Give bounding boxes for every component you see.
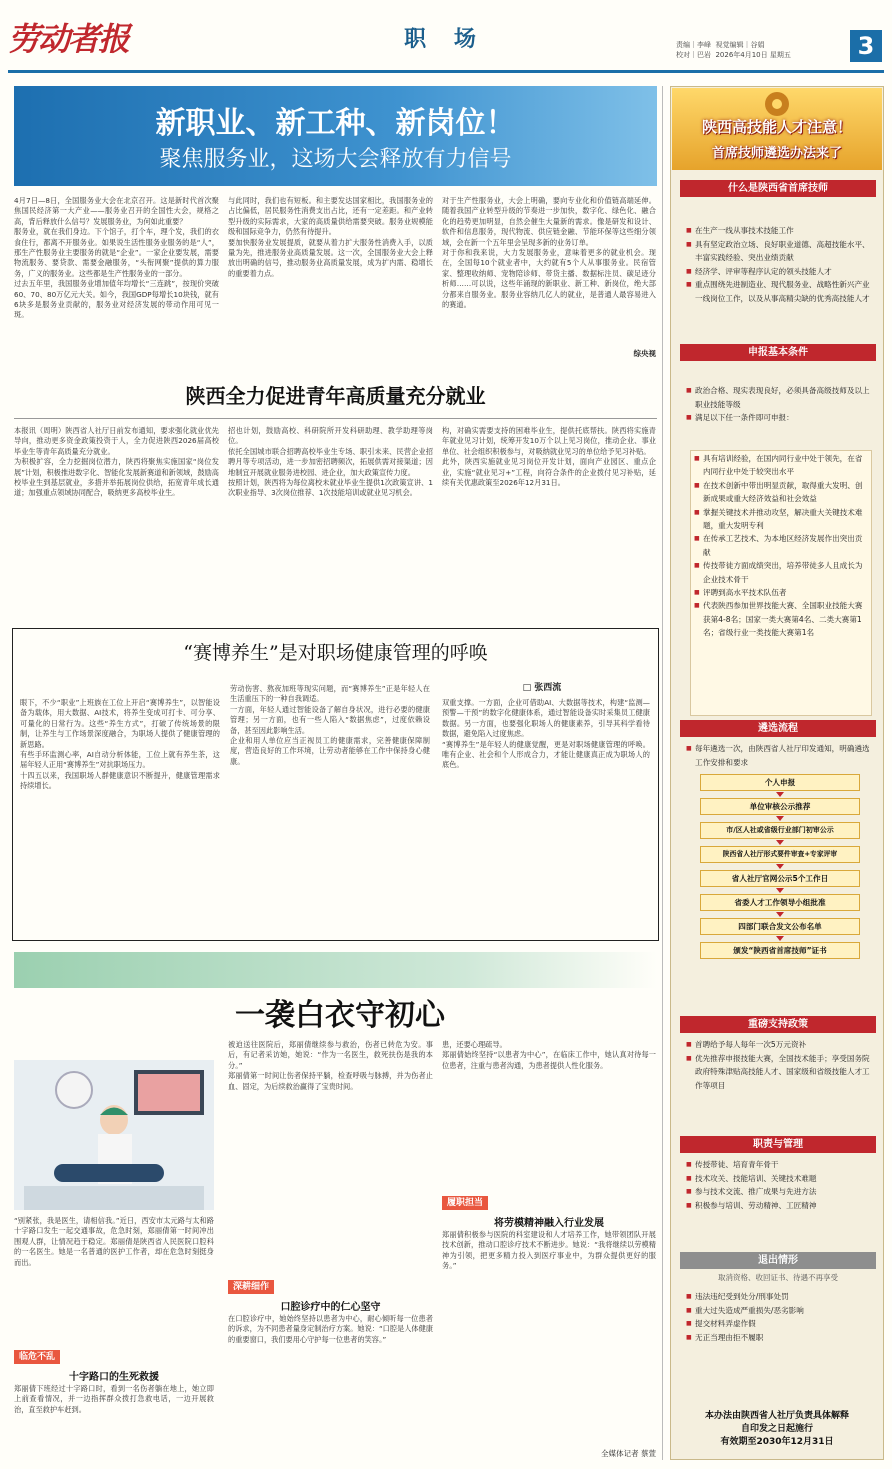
list-item: ■ 评聘到高水平技术队伍者 (694, 586, 870, 599)
list-item: ■ 满足以下任一条件即可申报： (686, 411, 874, 425)
list-item: ■ 首聘给予每人每年一次5万元资补 (686, 1038, 874, 1052)
article4-photo (14, 1060, 214, 1210)
article4-sub2: 口腔诊疗中的仁心坚守 (280, 1302, 381, 1313)
list-item: ■ 无正当理由拒不履职 (686, 1331, 874, 1345)
sidebar-title: 陕西高技能人才注意！ (701, 118, 852, 136)
article4-col3b: 郑丽倩积极参与医院的科室建设和人才培养工作，她带领团队开展技术创新，推动口腔诊疗技术不断进步。她说：“我将继续以劳模精神为引领，把更多精力投入到医疗事业中，为群众提供更好的服务。” (442, 1230, 656, 1271)
editor: 责编｜李峰 (676, 41, 711, 49)
article3-byline: □ 张西流 (522, 683, 562, 693)
proofreader: 校对｜巴岩 (676, 51, 711, 59)
flow-arrow (776, 864, 784, 869)
list-item: ■ 技术攻关、技能培训、关键技术难题 (686, 1172, 874, 1186)
sidebar-section4-head: 重磅支持政策 (680, 1016, 876, 1033)
sidebar-section1-head: 什么是陕西省首席技师 (680, 180, 876, 197)
sidebar-section3-intro (686, 742, 874, 769)
list-item: ■ 具有培训经验，在国内同行业中处于领先，在省内同行业中处于较突出水平 (694, 452, 870, 479)
list-item: ■ 在传承工艺技术、为本地区经济发展作出突出贡献 (694, 532, 870, 559)
flow-step-3: 市/区人社或省级行业部门初审公示 (700, 822, 860, 839)
article4-tag1: 临危不乱 (14, 1350, 60, 1364)
footer-line-1: 本办法由陕西省人社厅负责具体解释 (704, 1411, 849, 1421)
list-item: ■ 掌握关键技术并推动攻坚，解决重大关键技术难题，重大发明专利 (694, 506, 870, 533)
article1-source: 综央视 (633, 349, 656, 358)
sidebar-section6-head: 退出情形 (680, 1252, 876, 1269)
sidebar-section2-conditions (694, 452, 870, 640)
sidebar-section2-list (686, 384, 874, 425)
article4-sub1: 十字路口的生死救援 (69, 1372, 159, 1383)
sidebar-section6-note: 取消资格、收回证书、待遇不再享受 (718, 1273, 838, 1282)
flow-step-1: 个人申报 (700, 774, 860, 791)
sidebar-section2-head: 申报基本条件 (680, 344, 876, 361)
flow-arrow (776, 888, 784, 893)
sidebar-footer (674, 1410, 880, 1449)
flow-arrow (776, 912, 784, 917)
article4-col3: 患，还要心理疏导。 郑丽倩始终坚持“以患者为中心”，在临床工作中，她认真对待每一位患者，注重与患者沟通，为患者提供人性化服务。 (442, 1040, 656, 1070)
article3-title: “赛博养生”是对职场健康管理的呼唤 (183, 642, 488, 664)
article4-title: 一袭白衣守初心 (235, 998, 445, 1033)
sidebar-subtitle: 首席技师遴选办法来了 (711, 146, 842, 161)
masthead-logo: 劳动者报 (8, 20, 129, 58)
page-number: 3 (850, 30, 882, 62)
dental-clinic-photo (14, 1060, 214, 1210)
list-item: ■ 提交材料弄虚作假 (686, 1317, 874, 1331)
banner-title: 新职业、新工种、新岗位！ (155, 106, 516, 141)
banner-subtitle: 聚焦服务业，这场大会释放有力信号 (159, 147, 512, 172)
article4-sub3: 将劳模精神融入行业发展 (494, 1218, 604, 1229)
page-meta (676, 40, 856, 60)
visual-editor: 视觉编辑｜谷娟 (715, 41, 765, 49)
article2-title: 陕西全力促进青年高质量充分就业 (185, 384, 486, 408)
list-item: ■ 在技术创新中带出明显贡献，取得重大发明、创新成果或重大经济效益和社会效益 (694, 479, 870, 506)
article3-col2: 劳动伤害、熬夜加班等现实问题，而“赛博养生”正是年轻人在生活重压下的一种自我调适。 一方面，年轻人通过智能设备了解自身状况，进行必要的健康管理；另一方面，也有一些人陷入“数据焦虑”，过度依赖设备，甚至因此影响生活。 企业和用人单位应当正视员工的健康需求，完善健康保障制度，营造良好的工作环境，让劳动者能够在工作中保持身心健康。 (230, 684, 430, 766)
lead-banner (14, 86, 657, 186)
flow-step-5: 省人社厅官网公示5个工作日 (700, 870, 860, 887)
article1-col3: 对于生产性服务业，大会上明确，要向专业化和价值链高端延伸。随着我国产业转型升级的节奏进一步加快，数字化、绿色化、融合化的趋势更加明显，自然会催生大量新的需求。像是研发和设计、软件和信息服务，现代物流、供应链金融、节能环保等这些细分领域，会在新一个五年里会呈现多新的业务订单。 对于你和我来说，大力发展服务业，意味着更多的就业机会。现在，全国每10个就业者中，大约就有5个人从事服务业。民宿管家、整理收纳师、宠物陪诊师、带货主播、数据标注员、碳足迹分析师……可以说，这些年涌现的新职业、新工种、新岗位，绝大部分都来自服务业。服务业容纳几亿人的就业，是普通人最容易进入的赛道。 (442, 196, 656, 310)
list-item: ■ 违法违纪受到处分/刑事处罚 (686, 1290, 874, 1304)
flow-step-7: 四部门联合发文公布名单 (700, 918, 860, 935)
list-item: ■ 具有坚定政治立场、良好职业道德、高超技能水平、丰富实践经验、突出业绩贡献 (686, 238, 874, 265)
list-item: ■ 重点围绕先进制造业、现代服务业、战略性新兴产业一线岗位工作，以及从事高精尖缺的优秀高技能人才 (686, 278, 874, 305)
article4-col2: 被迫送往医院后，郑丽倩继续参与救治，伤者已转危为安。事后，有记者采访她，她说：“作为一名医生，救死扶伤是我的本分。” 郑丽倩第一时间让伤者保持平躺，检查呼吸与脉搏，并为伤者止血、固定，为后续救治赢得了宝贵时间。 (228, 1040, 433, 1091)
flow-arrow (776, 792, 784, 797)
flow-step-4: 陕西省人社厅形式要件审查+专家评审 (700, 846, 860, 863)
list-item: ■ 重大过失造成严重损失/恶劣影响 (686, 1304, 874, 1318)
footer-line-3: 有效期至2030年12月31日 (720, 1437, 834, 1447)
list-item: ■ 代表陕西参加世界技能大赛、全国职业技能大赛获第4-8名；国家一类大赛第4名、二类大赛第1名；省级行业一类技能大赛第1名 (694, 599, 870, 639)
article2-col3: 构，对确实需要支持的困难毕业生，提供托底帮扶。陕西将实施青年就业见习计划，统筹开发10万个以上见习岗位，推动企业、事业单位、社会组织积极参与，对吸纳就业见习的单位给予见习补贴。 此外，陕西实施就业见习岗位开发计划，面向产业园区、重点企业，实施“就业见习+”工程，向符合条件的企业拨付见习补贴，延续有关优惠政策至2026年12月31日。 (442, 426, 656, 488)
flow-arrow (776, 936, 784, 941)
article4-tag3: 履职担当 (442, 1196, 488, 1210)
issue-date: 2026年4月10日 星期五 (715, 51, 791, 59)
article3-col3: 双重支撑。一方面，企业可借助AI、大数据等技术，构建“监测—预警—干预”的数字化健康体系，通过智能设备实时采集员工健康数据。另一方面，也要强化职场人的健康素养，引导其科学看待数据，避免陷入过度焦虑。 “赛博养生”是年轻人的健康觉醒，更是对职场健康管理的呼唤。唯有企业、社会和个人形成合力，才能让健康真正成为职场人的底色。 (442, 698, 650, 770)
article2-col1: 本报讯（周明）陕西省人社厅日前发布通知，要求强化就业优先导向，推动更多资金政策投资于人，全力促进陕西2026届高校毕业生等青年高质量充分就业。 为积极扩容，全力挖掘岗位潜力，陕西将聚焦实施国家“岗位发展”计划，积极推进数字化、智能化发展新赛道和新领域，鼓励高校毕业生到基层就业，多措并举拓展岗位供给，拓宽青年成长通道；加强重点领域协同配合，吸纳更多高校毕业生。 (14, 426, 219, 498)
list-item: ■ 经济学、评审等程序认定的领头技能人才 (686, 265, 874, 279)
divider (14, 418, 657, 419)
flow-step-8: 颁发“陕西省首席技师”证书 (700, 942, 860, 959)
article4-col2b: 在口腔诊疗中，她始终坚持以患者为中心，耐心倾听每一位患者的诉求，为不同患者量身定制治疗方案。她说：“口腔是人体健康的重要窗口，我们要用心守护每一位患者的笑容。” (228, 1314, 433, 1344)
sidebar-section5-list (686, 1158, 874, 1212)
article2-col2: 招也计划，鼓励高校、科研院所开发科研助理、教学助理等岗位。 依托全国城市联合招聘高校毕业生专场、职引未来、民营企业招聘月等专项活动，进一步加密招聘频次，拓展供需对接渠道；因地制宜开展就业服务进校园、进企业，加大政策宣传力度。 按照计划，陕西将为每位离校未就业毕业生提供1次政策宣讲、1次职业指导、3次岗位推荐、1次技能培训或就业见习机会。 (228, 426, 433, 498)
article4-tag2: 深耕细作 (228, 1280, 274, 1294)
list-item: ■ 在生产一线从事技术技能工作 (686, 224, 874, 238)
article4-intro: “别紧张，我是医生，请相信我。”近日，西安市太元路与太和路十字路口发生一起交通事故，危急时刻，郑丽倩第一时间冲出围观人群，让情况趋于稳定。郑丽倩是陕西省人民医院口腔科的一名医生。她是一名普通的医护工作者，却在危急时刻挺身而出。 (14, 1216, 214, 1267)
sidebar-section6-list (686, 1290, 874, 1344)
article4-tail1: 郑丽倩下班经过十字路口时，看到一名伤者躺在地上，她立即上前查看情况，并一边指挥群众拨打急救电话，一边开展救治，直至救护车赶到。 (14, 1384, 214, 1414)
sidebar-section1-list (686, 224, 874, 306)
article1-col2: 与此同时，我们也有短板。和主要发达国家相比，我国服务业的占比偏低，居民服务性消费支出占比，还有一定差距。和产业转型升级的实际需求，大家的高质量供给需要突破。服务业规模能级和国际竞争力，仍然有待提升。 要加快服务业发展提质，就要从着力扩大服务性消费入手，以质量为先，推进服务业高质量发展。这一次，全国服务业大会上释放出明确的信号，推动服务业高质量发展，成为扩内需、稳增长的重要着力点。 (228, 196, 433, 278)
article3-col1: 眼下，不少“职业”上班族在工位上开启“赛博养生”，以智能设备为载体，用大数据、AI技术，将养生变成可打卡、可分享、可量化的日常行为。这些“养生方式”，打破了传统场景的限制，让养生与工作场景深度融合，为职场人提供了健康管理的新思路。 有些手环监测心率，AI自动分析体能，工位上就有养生茶，这届年轻人正用“赛博养生”对抗职场压力。 十四五以来，我国职场人群健康意识不断提升，健康管理需求持续增长。 (20, 698, 220, 791)
list-item: ■ 每年遴选一次，由陕西省人社厅印发通知，明确遴选工作安排和要求 (686, 742, 874, 769)
flow-arrow (776, 816, 784, 821)
article1-col1: 4月7日—8日，全国服务业大会在北京召开。这是新时代首次聚焦国民经济第一大产业——服务业召开的全国性大会，规格之高，背后释放什么信号？发展服务业，为何如此重要？ 服务业，就在我们身边。下个馆子，打个车，理个发，我们的衣食住行，都离不开服务业。如果说生活性服务业服务的是“人”，那生产性服务业主要服务的就是“企业”。一家企业要发展，需要物流服务、要贷款、需要金融服务，“头衔网聚”提供的算力服务，广义的服务业。这些都是生产性服务业的一部分。 过去五年里，我国服务业增加值年均增长“三连跳”，按现价突破60、70、80万亿元大关。如今，我国GDP每增长10块钱，就有6块多是服务业贡献的，服务业对经济发展的带动作用可见一斑。 (14, 196, 219, 320)
sidebar-section3-head: 遴选流程 (680, 720, 876, 737)
flow-arrow (776, 840, 784, 845)
footer-line-2: 自印发之日起施行 (740, 1424, 813, 1434)
article4-signature: 全媒体记者 蔡萱 (601, 1449, 656, 1458)
flow-step-6: 省委人才工作领导小组批准 (700, 894, 860, 911)
header-rule (8, 70, 884, 73)
flow-step-2: 单位审核公示推荐 (700, 798, 860, 815)
list-item: ■ 传技带徒方面成绩突出，培养带徒多人且成长为企业技术骨干 (694, 559, 870, 586)
article4-header-band (14, 952, 657, 988)
list-item: ■ 传授带徒、培育青年骨干 (686, 1158, 874, 1172)
sidebar-section5-head: 职责与管理 (680, 1136, 876, 1153)
section-title: 职 场 (404, 26, 486, 52)
sidebar-section4-list (686, 1038, 874, 1092)
gear-icon (672, 88, 882, 118)
list-item: ■ 政治合格、现实表现良好，必须具备高级技师及以上职业技能等级 (686, 384, 874, 411)
list-item: ■ 积极参与培训、劳动精神、工匠精神 (686, 1199, 874, 1213)
list-item: ■ 参与技术交流、推广成果与先进方法 (686, 1185, 874, 1199)
list-item: ■ 优先推荐申报技能大赛，全国技术能手；享受国务院政府特殊津贴高技能人才、国家级和省级技能人才工作等项目 (686, 1052, 874, 1093)
column-divider (662, 86, 663, 1460)
